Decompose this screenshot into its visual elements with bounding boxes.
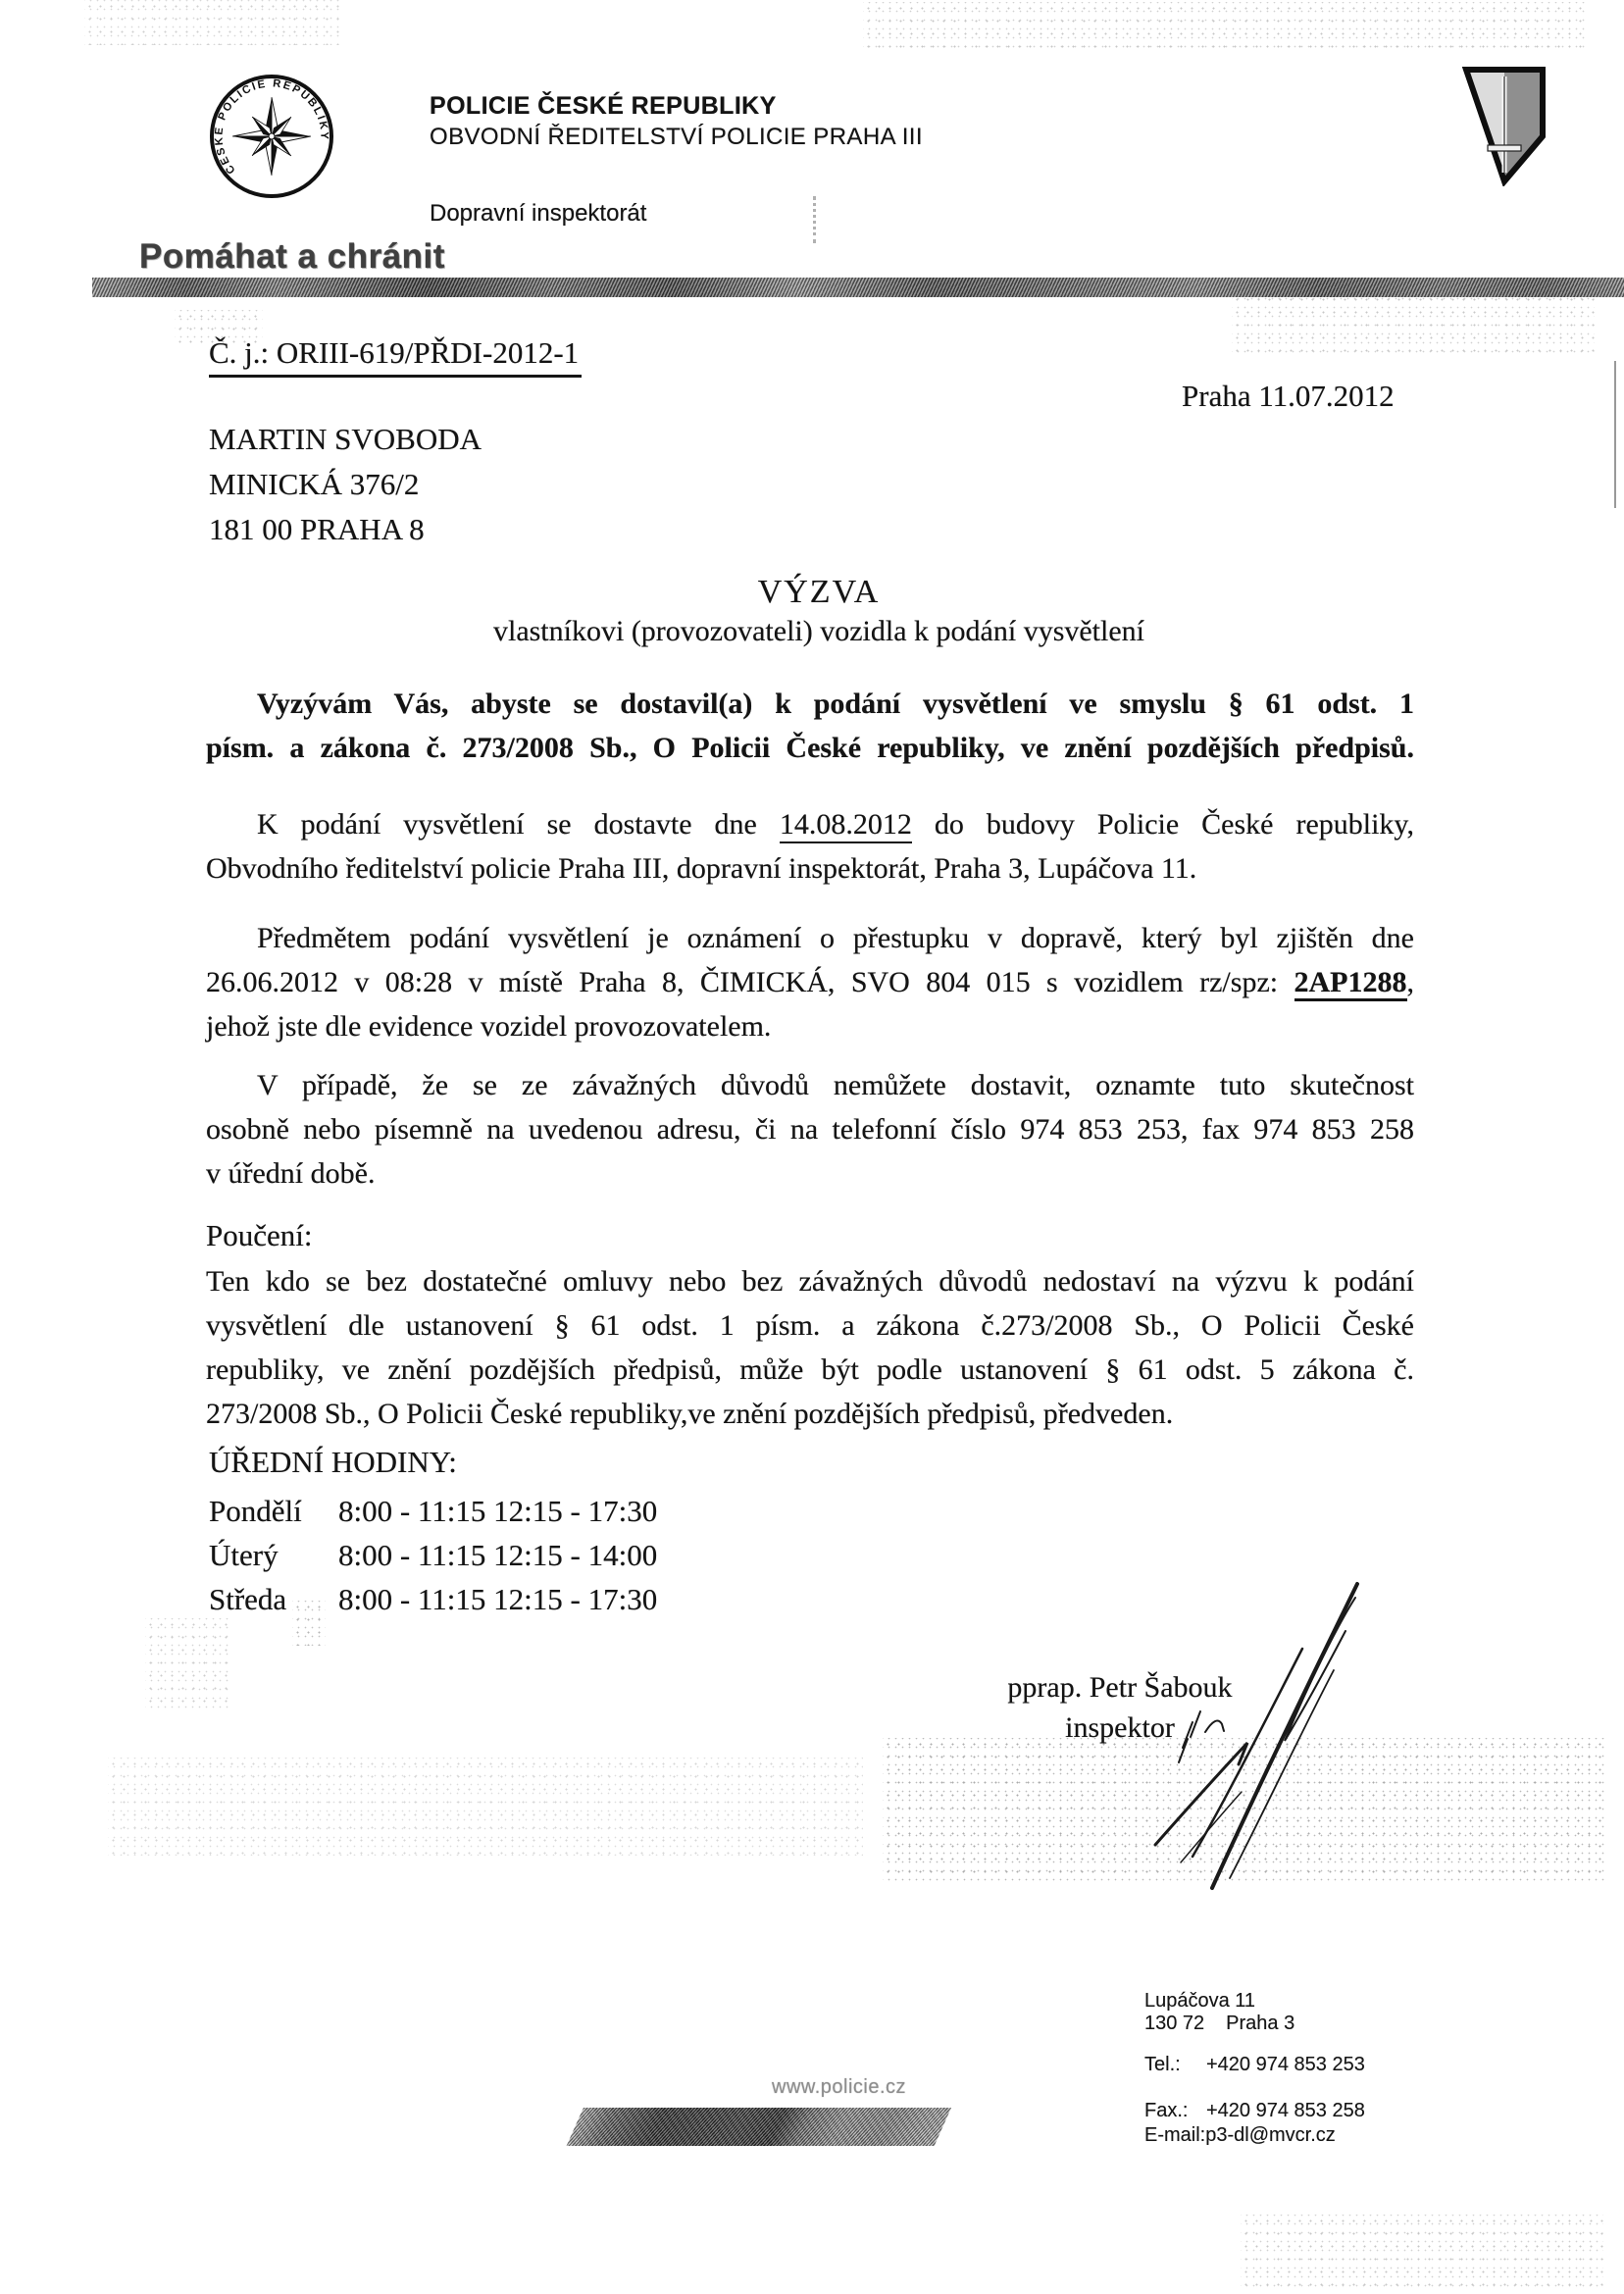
tel-label: Tel.:	[1144, 2054, 1181, 2075]
scan-edge-artifact	[1614, 361, 1616, 508]
paragraph-excuse	[206, 1063, 1414, 1196]
hours-value: 8:00 - 11:15 12:15 - 17:30	[338, 1582, 658, 1616]
reference-number: Č. j.: ORIII-619/PŘDI-2012-1	[209, 335, 582, 378]
hours-value: 8:00 - 11:15 12:15 - 14:00	[338, 1538, 658, 1572]
scan-noise	[1241, 2215, 1603, 2289]
hours-value: 8:00 - 11:15 12:15 - 17:30	[338, 1494, 658, 1528]
office-hours-table	[209, 1489, 657, 1621]
sword-crossguard	[1488, 145, 1521, 151]
office-hours-heading: ÚŘEDNÍ HODINY:	[209, 1445, 457, 1479]
fax-label: Fax.:	[1144, 2100, 1189, 2121]
office-hours-row	[209, 1533, 657, 1577]
day-label: Středa	[209, 1582, 287, 1616]
compass-star	[232, 97, 311, 176]
recipient-city: 181 00 PRAHA 8	[209, 512, 425, 546]
paragraph-line: Ten kdo se bez dostatečné omluvy nebo bez závažných důvodů nedostaví na výzvu k podání	[206, 1265, 1414, 1298]
org-name: POLICIE ČESKÉ REPUBLIKY	[430, 92, 777, 120]
fax-value: +420 974 853 258	[1206, 2100, 1365, 2121]
recipient-street: MINICKÁ 376/2	[209, 467, 420, 501]
department-name: Dopravní inspektorát	[430, 200, 647, 227]
paragraph-line: republiky, ve znění pozdějších předpisů, může být podle ustanovení § 61 odst. 5 zákona č.	[206, 1353, 1414, 1386]
shield-sword-badge-icon	[1461, 65, 1548, 186]
email-value: p3-dl@mvcr.cz	[1205, 2124, 1336, 2146]
paragraph-line: V případě, že se ze závažných důvodů nemůžete dostavit, oznamte tuto skutečnost	[257, 1069, 1414, 1101]
footer-email-row	[1144, 2123, 1336, 2147]
scan-noise	[145, 1618, 228, 1711]
text-run: K podání vysvětlení se dostavte dne	[257, 808, 780, 841]
website-url: www.policie.cz	[772, 2076, 907, 2098]
scan-noise	[108, 1758, 863, 1856]
paragraph-appointment	[206, 802, 1414, 891]
paragraph-summons	[206, 682, 1414, 770]
text-run: ,	[1406, 966, 1414, 998]
footer-fax-row	[1144, 2099, 1365, 2122]
tel-value: +420 974 853 253	[1206, 2054, 1365, 2075]
header-divider-stripe	[92, 278, 1624, 297]
office-hours-row	[209, 1577, 657, 1621]
recipient-name: MARTIN SVOBODA	[209, 422, 482, 456]
text-run: 26.06.2012 v 08:28 v místě Praha 8, ČIMICKÁ, SVO 804 015 s vozidlem rz/spz:	[206, 966, 1294, 998]
vehicle-plate: 2AP1288	[1294, 966, 1407, 1001]
scan-noise	[84, 0, 339, 45]
footer-address-street: Lupáčova 11	[1144, 1990, 1256, 2012]
org-directorate: OBVODNÍ ŘEDITELSTVÍ POLICIE PRAHA III	[430, 124, 923, 150]
signatory-name: pprap. Petr Šabouk	[1007, 1671, 1233, 1704]
office-hours-row	[209, 1489, 657, 1533]
paragraph-line: 273/2008 Sb., O Policii České republiky,ve znění pozdějších předpisů, předveden.	[206, 1398, 1174, 1430]
paragraph-line: osobně nebo písemně na uvedenou adresu, či na telefonní číslo 974 853 253, fax 974 853 258	[206, 1113, 1414, 1146]
place-and-date: Praha 11.07.2012	[1182, 379, 1395, 413]
scan-artifact-tick	[813, 196, 816, 243]
footer-stripe	[567, 2108, 951, 2146]
day-label: Úterý	[209, 1538, 279, 1572]
day-label: Pondělí	[209, 1494, 302, 1528]
paragraph-line: v úřední době.	[206, 1157, 376, 1190]
paragraph-line: Vyzývám Vás, abyste se dostavil(a) k podání vysvětlení ve smyslu § 61 odst. 1	[257, 688, 1414, 720]
appointment-date: 14.08.2012	[780, 808, 912, 843]
document-title: VÝZVA	[757, 574, 881, 610]
footer-tel-row	[1144, 2053, 1365, 2076]
footer-address-city-row	[1144, 2012, 1294, 2035]
scan-noise	[863, 2, 1589, 53]
document-subtitle: vlastníkovi (provozovateli) vozidla k podání vysvětlení	[492, 615, 1144, 647]
paragraph-line	[206, 802, 1414, 846]
paragraph-line	[206, 960, 1414, 1004]
paragraph-line: Předmětem podání vysvětlení je oznámení o přestupku v dopravě, který byl zjištěn dne	[257, 922, 1414, 954]
paragraph-line: písm. a zákona č. 273/2008 Sb., O Policii České republiky, ve znění pozdějších předpisů.	[206, 732, 1414, 764]
email-label: E-mail:	[1144, 2124, 1206, 2146]
paragraph-offence	[206, 916, 1414, 1048]
emblem-rim-text: ČESKÉ POLICIE REPUBLIKY	[213, 77, 330, 177]
paragraph-line: Obvodního ředitelství policie Praha III, dopravní inspektorát, Praha 3, Lupáčova 11.	[206, 852, 1197, 885]
paragraph-line: vysvětlení dle ustanovení § 61 odst. 1 písm. a zákona č.273/2008 Sb., O Policii České	[206, 1309, 1414, 1342]
handwritten-signature	[1098, 1555, 1383, 1908]
signatory-role: inspektor	[1065, 1711, 1175, 1744]
footer-zip: 130 72	[1144, 2013, 1205, 2034]
notice-heading: Poučení:	[206, 1218, 313, 1252]
recipient-address	[209, 417, 482, 552]
police-star-emblem-icon	[208, 73, 335, 200]
notice-body	[206, 1259, 1414, 1436]
text-run: do budovy Policie České republiky,	[911, 808, 1414, 841]
police-motto: Pomáhat a chránit	[139, 237, 445, 276]
paragraph-line: jehož jste dle evidence vozidel provozovatelem.	[206, 1010, 772, 1043]
footer-city: Praha 3	[1226, 2013, 1295, 2034]
org-header	[430, 90, 923, 153]
